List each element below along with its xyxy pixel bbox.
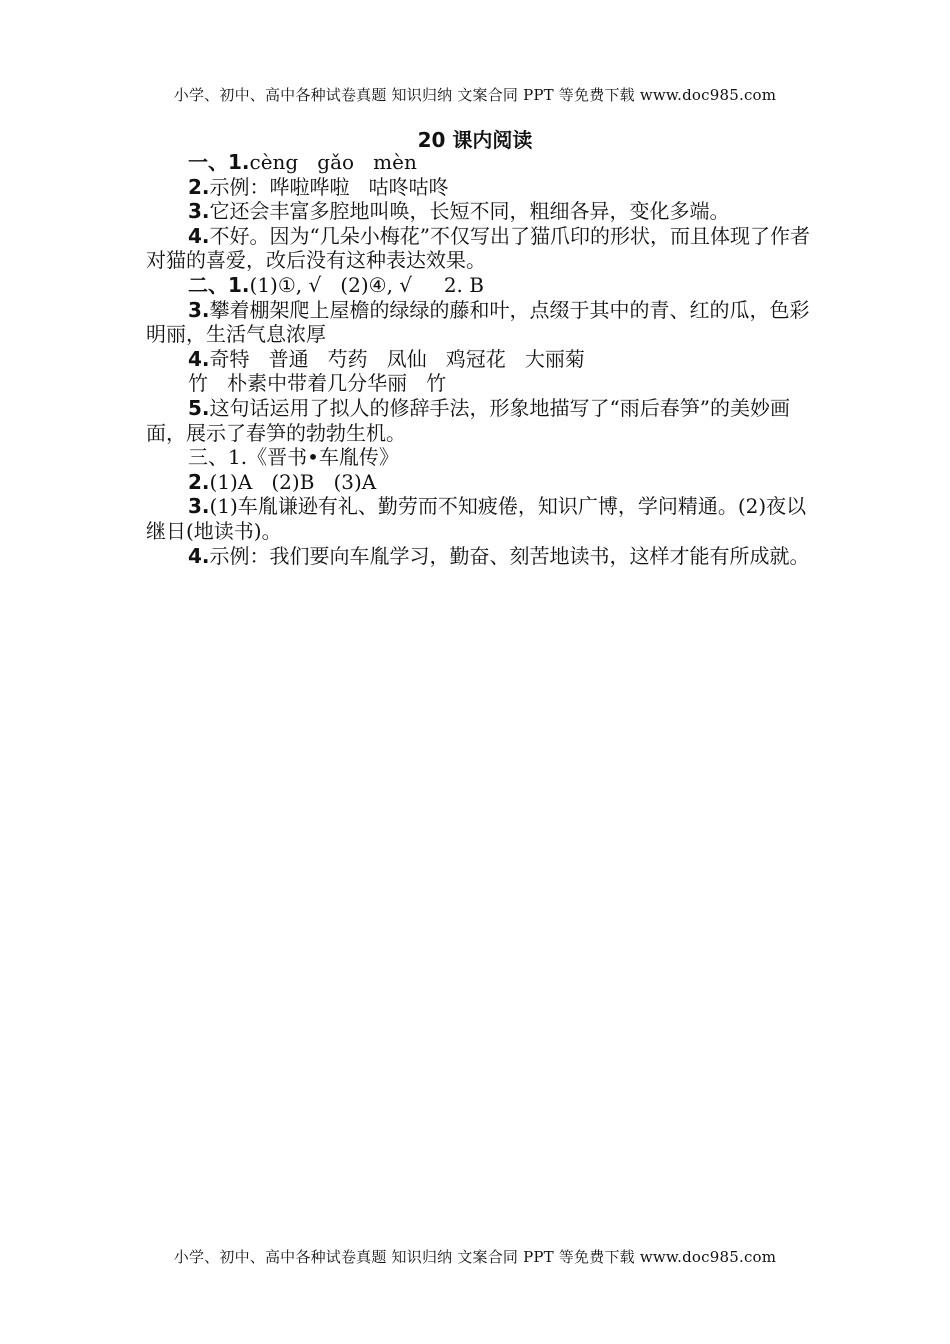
item-number: 4. — [188, 346, 210, 371]
answer-line — [146, 445, 810, 470]
answer-text: (1)①, √ (2)④, √ 2. B — [249, 272, 484, 297]
answer-line — [146, 470, 810, 495]
answer-line — [146, 298, 810, 347]
answer-text: 示例：哗啦哗啦 咕咚咕咚 — [209, 174, 449, 199]
answer-line — [146, 273, 810, 298]
page-title: 20 课内阅读 — [417, 128, 533, 152]
answer-line — [146, 396, 810, 445]
item-number: 4. — [188, 543, 210, 568]
item-number: 二、1. — [188, 272, 250, 297]
answer-line — [146, 347, 810, 372]
answer-text: (1)A (2)B (3)A — [209, 469, 377, 494]
item-number: 3. — [188, 494, 210, 519]
answer-text: cèng gǎo mèn — [249, 150, 417, 174]
answer-text: 示例：我们要向车胤学习，勤奋、刻苦地读书，这样才能有所成就。 — [209, 543, 810, 568]
page-footer: 小学、初中、高中各种试卷真题 知识归纳 文案合同 PPT 等免费下载 www.doc985.com — [173, 1248, 777, 1266]
answer-line — [146, 150, 810, 175]
answer-text: 竹 朴素中带着几分华丽 竹 — [188, 371, 447, 396]
answer-content — [146, 150, 810, 568]
item-number: 5. — [188, 395, 210, 420]
item-number: 2. — [188, 469, 210, 494]
answer-line — [146, 494, 810, 543]
answer-text: 奇特 普通 芍药 凤仙 鸡冠花 大丽菊 — [209, 346, 585, 371]
answer-line — [146, 175, 810, 200]
answer-text: 三、1.《晋书•车胤传》 — [188, 445, 399, 470]
answer-text: 这句话运用了拟人的修辞手法，形象地描写了“雨后春笋”的美妙画面，展示了春笋的勃勃生机。 — [146, 395, 790, 445]
answer-line — [146, 544, 810, 569]
item-number: 3. — [188, 199, 210, 224]
item-number: 3. — [188, 297, 210, 322]
item-number: 2. — [188, 174, 210, 199]
answer-text: 攀着棚架爬上屋檐的绿绿的藤和叶，点缀于其中的青、红的瓜，色彩明丽，生活气息浓厚 — [146, 297, 810, 347]
answer-line — [146, 199, 810, 224]
page-header: 小学、初中、高中各种试卷真题 知识归纳 文案合同 PPT 等免费下载 www.doc985.com — [173, 86, 777, 104]
item-number: 4. — [188, 223, 210, 248]
answer-line — [146, 371, 810, 396]
answer-text: 它还会丰富多腔地叫唤，长短不同，粗细各异，变化多端。 — [209, 199, 730, 224]
answer-text: (1)车胤谦逊有礼、勤劳而不知疲倦，知识广博，学问精通。(2)夜以继日(地读书)。 — [146, 494, 807, 543]
item-number: 一、1. — [188, 150, 250, 174]
answer-line — [146, 224, 810, 273]
answer-text: 不好。因为“几朵小梅花”不仅写出了猫爪印的形状，而且体现了作者对猫的喜爱，改后没有这种表达效果。 — [146, 223, 810, 273]
